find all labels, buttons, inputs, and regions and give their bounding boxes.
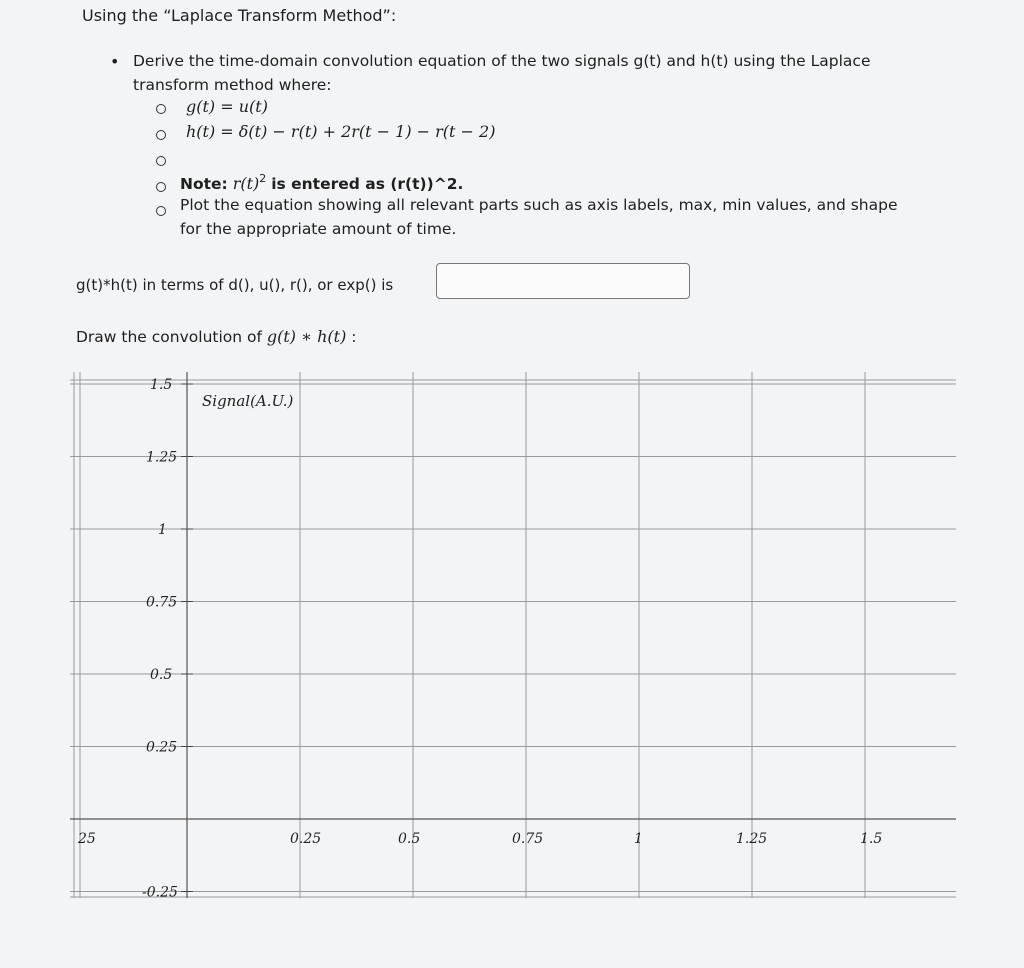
axes (70, 372, 956, 898)
draw-label-prefix: Draw the convolution of (76, 328, 262, 346)
g-definition: g(t) = u(t) (186, 97, 268, 116)
draw-label-suffix: : (351, 328, 357, 346)
answer-label: g(t)*h(t) in terms of d(), u(), r(), or exp() is (76, 276, 394, 294)
x-tick-label: 0.5 (398, 831, 421, 847)
note-superscript: 2 (259, 172, 267, 185)
note-suffix: is entered as (r(t))^2. (271, 175, 464, 193)
draw-label-math: g(t) ∗ h(t) (266, 327, 347, 346)
y-tick-label: 1.5 (150, 377, 173, 393)
bullet-dot: • (110, 52, 120, 71)
question-text-line1: Derive the time-domain convolution equation of the two signals g(t) and h(t) using the Laplace (133, 52, 871, 70)
tick-labels (77, 377, 882, 901)
plot-instruction-line1: Plot the equation showing all relevant parts such as axis labels, max, min values, and shape (180, 196, 898, 214)
x-tick-label: 1.25 (736, 831, 768, 847)
x-tick-label: 1 (634, 831, 643, 847)
y-tick-label: 0.75 (146, 594, 178, 611)
y-tick-label: 1.25 (146, 449, 178, 466)
x-tick-label: 1.5 (860, 831, 883, 847)
y-tick-label: 1 (158, 522, 167, 538)
x-tick-label: 25 (78, 831, 96, 847)
y-tick-label: 0.5 (150, 667, 173, 683)
y-tick-label: 0.25 (146, 739, 178, 756)
x-tick-label: 0.75 (512, 831, 544, 847)
question-text-line2: transform method where: (133, 76, 332, 94)
note-math: r(t) (232, 174, 260, 193)
y-tick-label: -0.25 (142, 884, 178, 901)
plot-instruction-line2: for the appropriate amount of time. (180, 220, 457, 238)
h-definition: h(t) = δ(t) − r(t) + 2r(t − 1) − r(t − 2) (186, 122, 496, 141)
page-heading: Using the “Laplace Transform Method”: (82, 6, 397, 25)
note-prefix: Note: (180, 175, 228, 193)
y-axis-label: Signal(A.U.) (202, 392, 294, 410)
x-tick-label: 0.25 (290, 831, 322, 847)
